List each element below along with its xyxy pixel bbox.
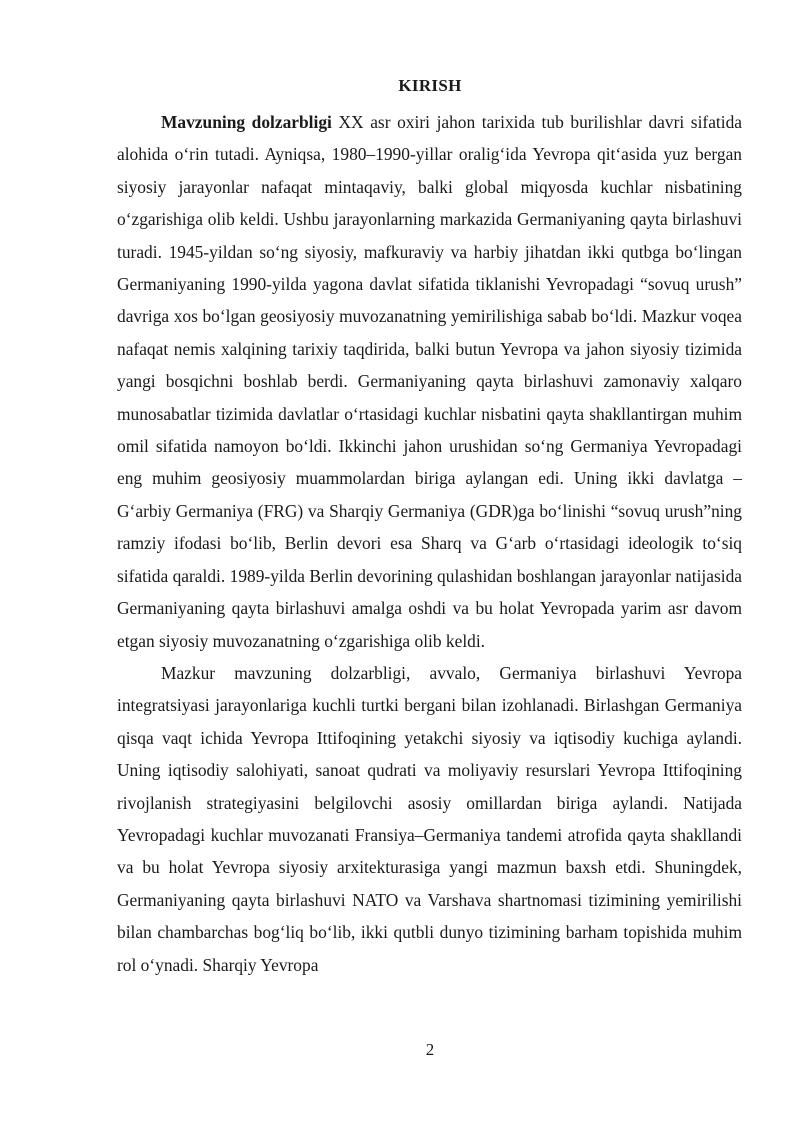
page-number: 2 bbox=[425, 1040, 435, 1059]
section-heading: KIRISH bbox=[398, 76, 462, 95]
body-text bbox=[117, 106, 742, 981]
paragraph-text: XX asr oxiri jahon tarixida tub burilishlar davri sifatida alohida o‘rin tutadi. Ayniqsa, 1980–1990-yillar oralig‘ida Yevropa qit‘asida yuz bergan siyosiy jarayonlar nafaqat mintaqaviy, balki global miqyosda kuchlar nisbatining o‘zgarishiga olib keldi. Ushbu jarayonlarning markazida Germaniyaning qayta birlashuvi turadi. 1945-yildan so‘ng siyosiy, mafkuraviy va harbiy jihatdan ikki qutbga bo‘lingan Germaniyaning 1990-yilda yagona davlat sifatida tiklanishi Yevropadagi “sovuq urush” davriga xos bo‘lgan geosiyosiy muvozanatning yemirilishiga sabab bo‘ldi. Mazkur voqea nafaqat nemis xalqining tarixiy taqdirida, balki butun Yevropa va jahon siyosiy tizimida yangi bosqichni boshlab berdi. Germaniyaning qayta birlashuvi zamonaviy xalqaro munosabatlar tizimida davlatlar o‘rtasidagi kuchlar nisbatini qayta shakllantirgan muhim omil sifatida namoyon bo‘ldi. Ikkinchi jahon urushidan so‘ng Germaniya Yevropadagi eng muhim geosiyosiy muammolardan biriga aylangan edi. Uning ikki davlatga – G‘arbiy Germaniya (FRG) va Sharqiy Germaniya (GDR)ga bo‘linishi “sovuq urush”ning ramziy ifodasi bo‘lib, Berlin devori esa Sharq va G‘arb o‘rtasidagi ideologik to‘siq sifatida qaraldi. 1989-yilda Berlin devorining qulashidan boshlangan jarayonlar natijasida Germaniyaning qayta birlashuvi amalga oshdi va bu holat Yevropada yarim asr davom etgan siyosiy muvozanatning o‘zgarishiga olib keldi. bbox=[117, 112, 742, 651]
paragraph-integration bbox=[117, 657, 742, 981]
paragraph-relevance bbox=[117, 106, 742, 657]
paragraph-text: Mazkur mavzuning dolzarbligi, avvalo, Germaniya birlashuvi Yevropa integratsiyasi jarayonlariga kuchli turtki bergani bilan izohlanadi. Birlashgan Germaniya qisqa vaqt ichida Yevropa Ittifoqining yetakchi siyosiy va iqtisodiy kuchiga aylandi. Uning iqtisodiy salohiyati, sanoat qudrati va moliyaviy resurslari Yevropa Ittifoqining rivojlanish strategiyasini belgilovchi asosiy omillardan biriga aylandi. Natijada Yevropadagi kuchlar muvozanati Fransiya–Germaniya tandemi atrofida qayta shakllandi va bu holat Yevropa siyosiy arxitekturasiga yangi mazmun baxsh etdi. Shuningdek, Germaniyaning qayta birlashuvi NATO va Varshava shartnomasi tizimining yemirilishi bilan chambarchas bog‘liq bo‘lib, ikki qutbli dunyo tizimining barham topishida muhim rol o‘ynadi. Sharqiy Yevropa bbox=[117, 662, 742, 975]
paragraph-lead: Mavzuning dolzarbligi bbox=[161, 112, 332, 132]
